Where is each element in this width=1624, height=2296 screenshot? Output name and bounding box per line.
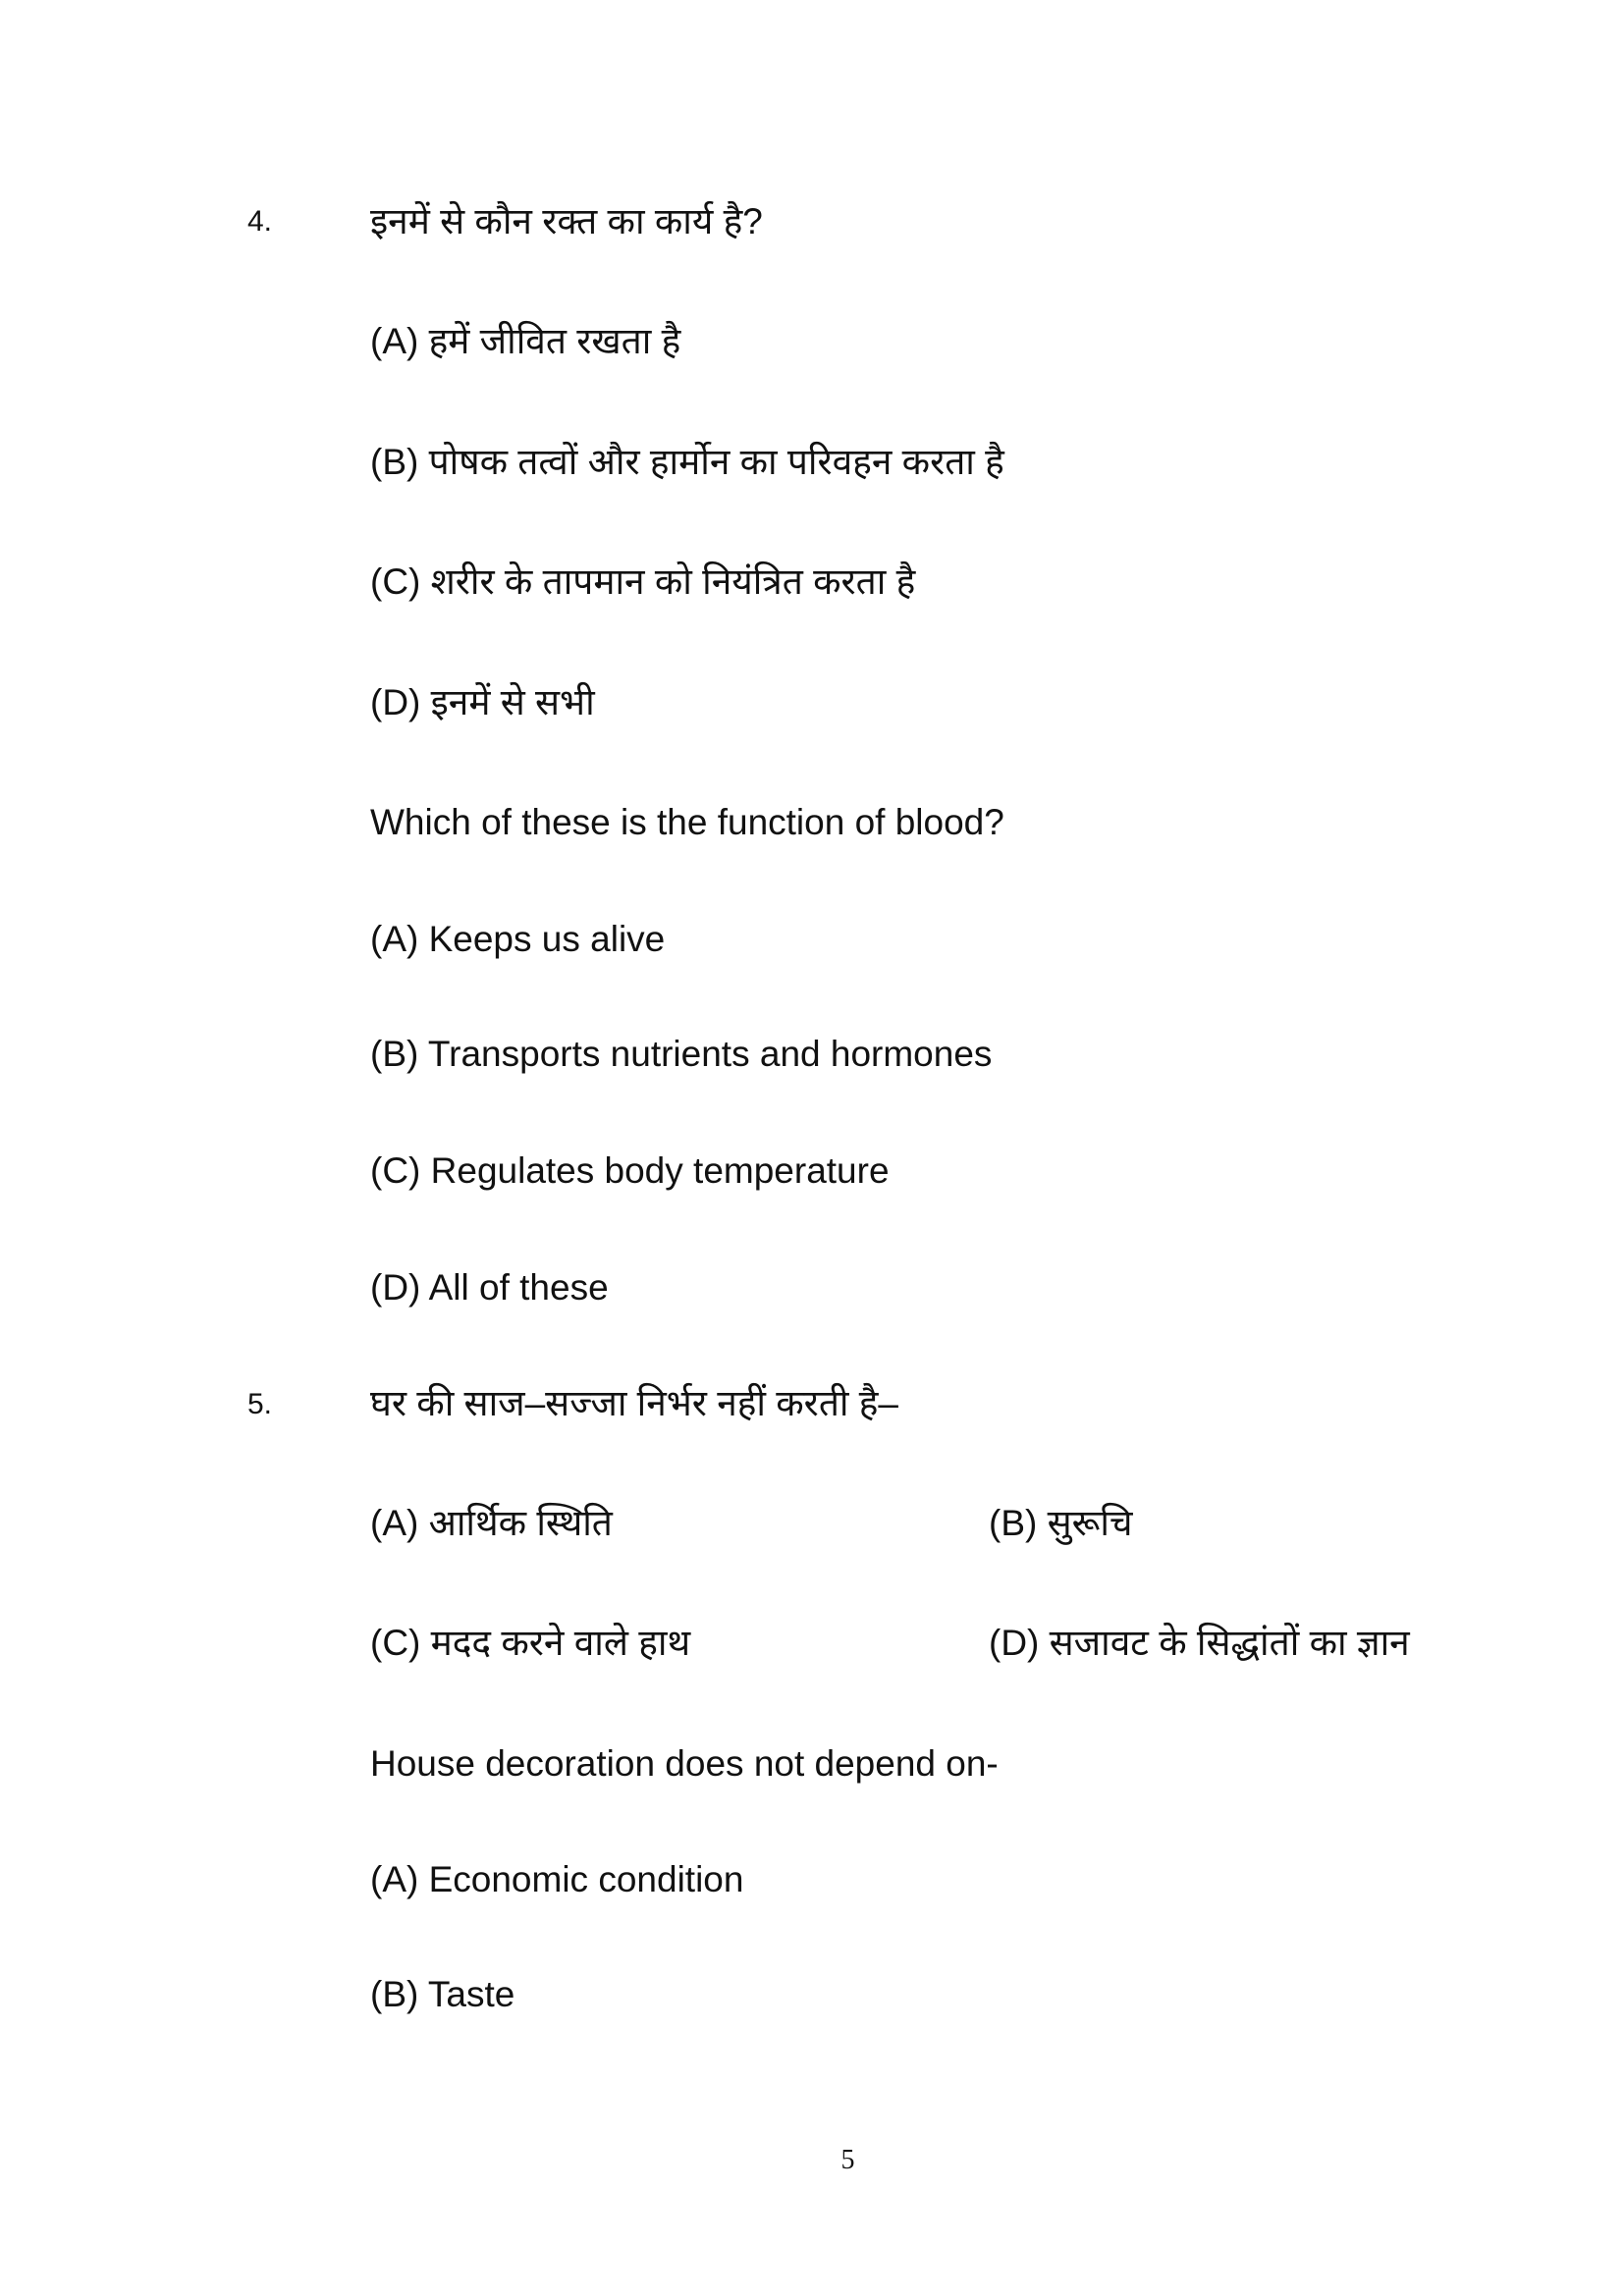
option-english: (B) Transports nutrients and hormones (370, 1034, 993, 1074)
option-hindi: (B) पोषक तत्वों और हार्मोन का परिवहन करता है (370, 442, 1004, 482)
option-hindi: (A) आर्थिक स्थिति (370, 1503, 613, 1543)
option-english: (A) Economic condition (370, 1859, 744, 1899)
option-hindi: (D) सजावट के सिद्धांतों का ज्ञान (989, 1623, 1410, 1663)
page-number: 5 (840, 2145, 855, 2175)
question-text-hindi: इनमें से कौन रक्त का कार्य है? (370, 201, 763, 241)
option-hindi: (B) सुरूचि (989, 1503, 1133, 1543)
option-hindi: (C) मदद करने वाले हाथ (370, 1623, 691, 1663)
option-hindi: (D) इनमें से सभी (370, 682, 595, 722)
option-hindi: (A) हमें जीवित रखता है (370, 321, 681, 361)
option-english: (C) Regulates body temperature (370, 1150, 890, 1191)
option-english: (B) Taste (370, 1974, 515, 2014)
question-text-english: Which of these is the function of blood? (370, 802, 1004, 842)
question-number: 4. (247, 205, 273, 238)
question-text-english: House decoration does not depend on- (370, 1743, 999, 1784)
question-text-hindi: घर की साज–सज्जा निर्भर नहीं करती है– (370, 1383, 898, 1423)
option-english: (D) All of these (370, 1267, 609, 1308)
option-hindi: (C) शरीर के तापमान को नियंत्रित करता है (370, 561, 916, 602)
question-number: 5. (247, 1388, 273, 1420)
option-english: (A) Keeps us alive (370, 919, 666, 959)
